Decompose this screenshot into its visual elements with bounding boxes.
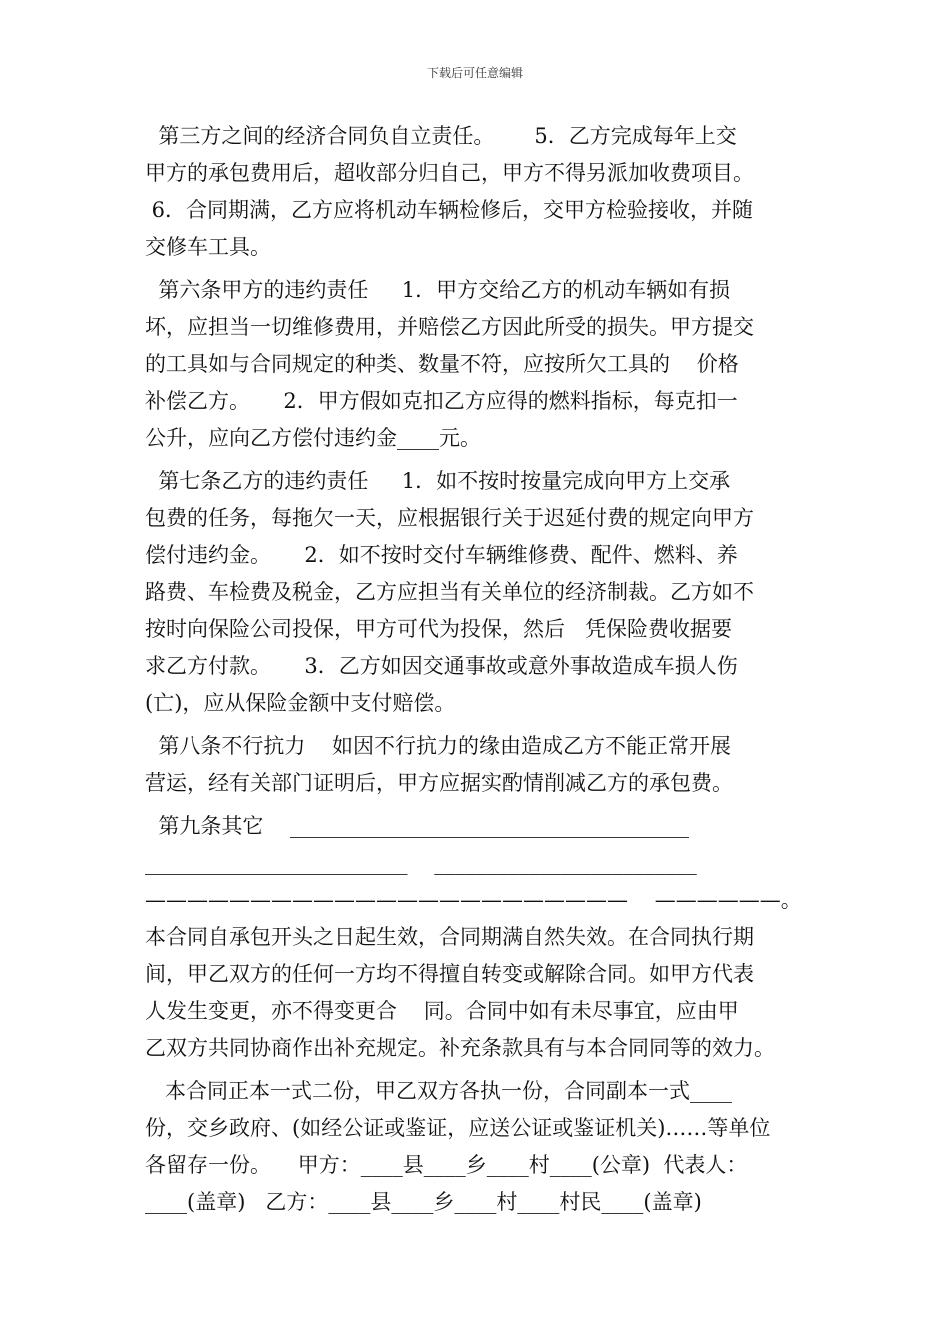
text-line: 路费、车检费及税金，乙方应担当有关单位的经济制裁。乙方如不: [145, 580, 754, 604]
text-line: 营运，经有关部门证明后，甲方应据实酌情削减乙方的承包费。: [145, 771, 733, 795]
page-header: 下载后可任意编辑: [426, 66, 523, 80]
text-line: 本合同自承包开头之日起生效，合同期满自然失效。在合同执行期: [145, 925, 754, 949]
text-line: 乙双方共同协商作出补充规定。补充条款具有与本合同同等的效力。: [145, 1036, 775, 1060]
text-line: 第八条不行抗力 如因不行抗力的缘由造成乙方不能正常开展: [145, 734, 732, 758]
text-line: 间，甲乙双方的任何一方均不得擅自转变或解除合同。如甲方代表: [145, 962, 754, 986]
text-line: 各留存一份。 甲方：____县____乡____村____(公章) 代表人：: [145, 1153, 748, 1177]
text-line: 第六条甲方的违约责任 1．甲方交给乙方的机动车辆如有损: [145, 278, 731, 302]
text-line: 补偿乙方。 2．甲方假如克扣乙方应得的燃料指标，每克扣一: [145, 389, 738, 413]
text-line: ——————————————————————— ——————。: [145, 888, 802, 912]
text-line: 求乙方付款。 3．乙方如因交通事故或意外事故造成车损人伤: [145, 654, 738, 678]
text-line: 坏，应担当一切维修费用，并赔偿乙方因此所受的损失。甲方提交: [145, 315, 754, 339]
text-line: 按时向保险公司投保，甲方可代为投保，然后 凭保险费收据要: [145, 617, 733, 641]
text-line: 公升，应向乙方偿付违约金____元。: [145, 426, 481, 450]
text-line: 第九条其它 ______________________________________: [145, 814, 690, 838]
text-line: 甲方的承包费用后，超收部分归自己，甲方不得另派加收费项目。: [145, 161, 754, 185]
text-line: 6．合同期满，乙方应将机动车辆检修后，交甲方检验接收，并随: [145, 198, 754, 222]
text-line: (亡)，应从保险金额中支付赔偿。: [145, 691, 456, 715]
text-line: 交修车工具。: [145, 235, 271, 259]
text-line: 偿付违约金。 2．如不按时交付车辆维修费、配件、燃料、养: [145, 543, 738, 567]
text-line: _________________________ _________________________: [145, 851, 697, 875]
text-line: 本合同正本一式二份，甲乙双方各执一份，合同副本一式____: [145, 1079, 733, 1103]
text-line: 包费的任务，每拖欠一天，应根据银行关于迟延付费的规定向甲方: [145, 506, 754, 530]
text-line: ____(盖章) 乙方：____县____乡____村____村民____(盖章): [145, 1190, 702, 1214]
text-line: 第三方之间的经济合同负自立责任。 5．乙方完成每年上交: [145, 124, 737, 148]
contract-body: [145, 118, 810, 1221]
text-line: 份，交乡政府、(如经公证或鉴证，应送公证或鉴证机关)……等单位: [145, 1116, 771, 1140]
text-line: 第七条乙方的违约责任 1．如不按时按量完成向甲方上交承: [145, 469, 731, 493]
text-line: 人发生变更，亦不得变更合 同。合同中如有未尽事宜，应由甲: [145, 999, 739, 1023]
text-line: 的工具如与合同规定的种类、数量不符，应按所欠工具的 价格: [145, 352, 739, 376]
